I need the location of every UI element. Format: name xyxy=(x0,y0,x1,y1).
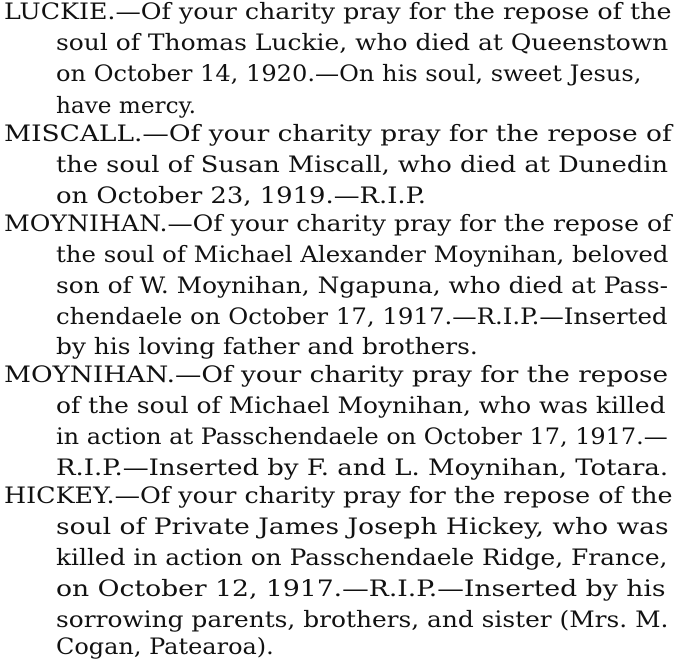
notice-line: HICKEY.—Of your charity pray for the repose of the xyxy=(4,484,673,509)
notice-line: MOYNIHAN.—Of your charity pray for the repose xyxy=(4,363,669,388)
notice-line: soul of Thomas Luckie, who died at Queenstown xyxy=(56,31,669,56)
notice-line: MOYNIHAN.—Of your charity pray for the repose of xyxy=(4,212,672,237)
notice-line: killed in action on Passchendaele Ridge, France, xyxy=(56,546,668,571)
notice-line: the soul of Michael Alexander Moynihan, beloved xyxy=(56,243,669,268)
notice-line: have mercy. xyxy=(56,94,196,119)
notice-line: chendaele on October 17, 1917.—R.I.P.—Inserted xyxy=(56,305,668,330)
notice-line: the soul of Susan Miscall, who died at Dunedin xyxy=(56,153,668,178)
notice-line: LUCKIE.—Of your charity pray for the repose of the xyxy=(4,0,672,25)
notice-line: on October 23, 1919.—R.I.P. xyxy=(56,184,427,209)
notice-line: MISCALL.—Of your charity pray for the repose of xyxy=(4,122,672,147)
notice-line: on October 12, 1917.—R.I.P.—Inserted by his xyxy=(56,577,666,602)
notice-line: son of W. Moynihan, Ngapuna, who died at Pass- xyxy=(56,274,668,299)
notice-line: R.I.P.—Inserted by F. and L. Moynihan, Totara. xyxy=(56,456,669,481)
notice-line: soul of Private James Joseph Hickey, who was xyxy=(56,515,669,540)
notice-line: by his loving father and brothers. xyxy=(56,335,478,360)
notice-line: in action at Passchendaele on October 17, 1917.— xyxy=(56,425,668,450)
notice-line: sorrowing parents, brothers, and sister (Mrs. M. xyxy=(56,608,669,633)
notice-line: on October 14, 1920.—On his soul, sweet Jesus, xyxy=(56,62,642,87)
notice-line: of the soul of Michael Moynihan, who was killed xyxy=(56,394,666,419)
notice-line: Cogan, Patearoa). xyxy=(56,635,274,660)
